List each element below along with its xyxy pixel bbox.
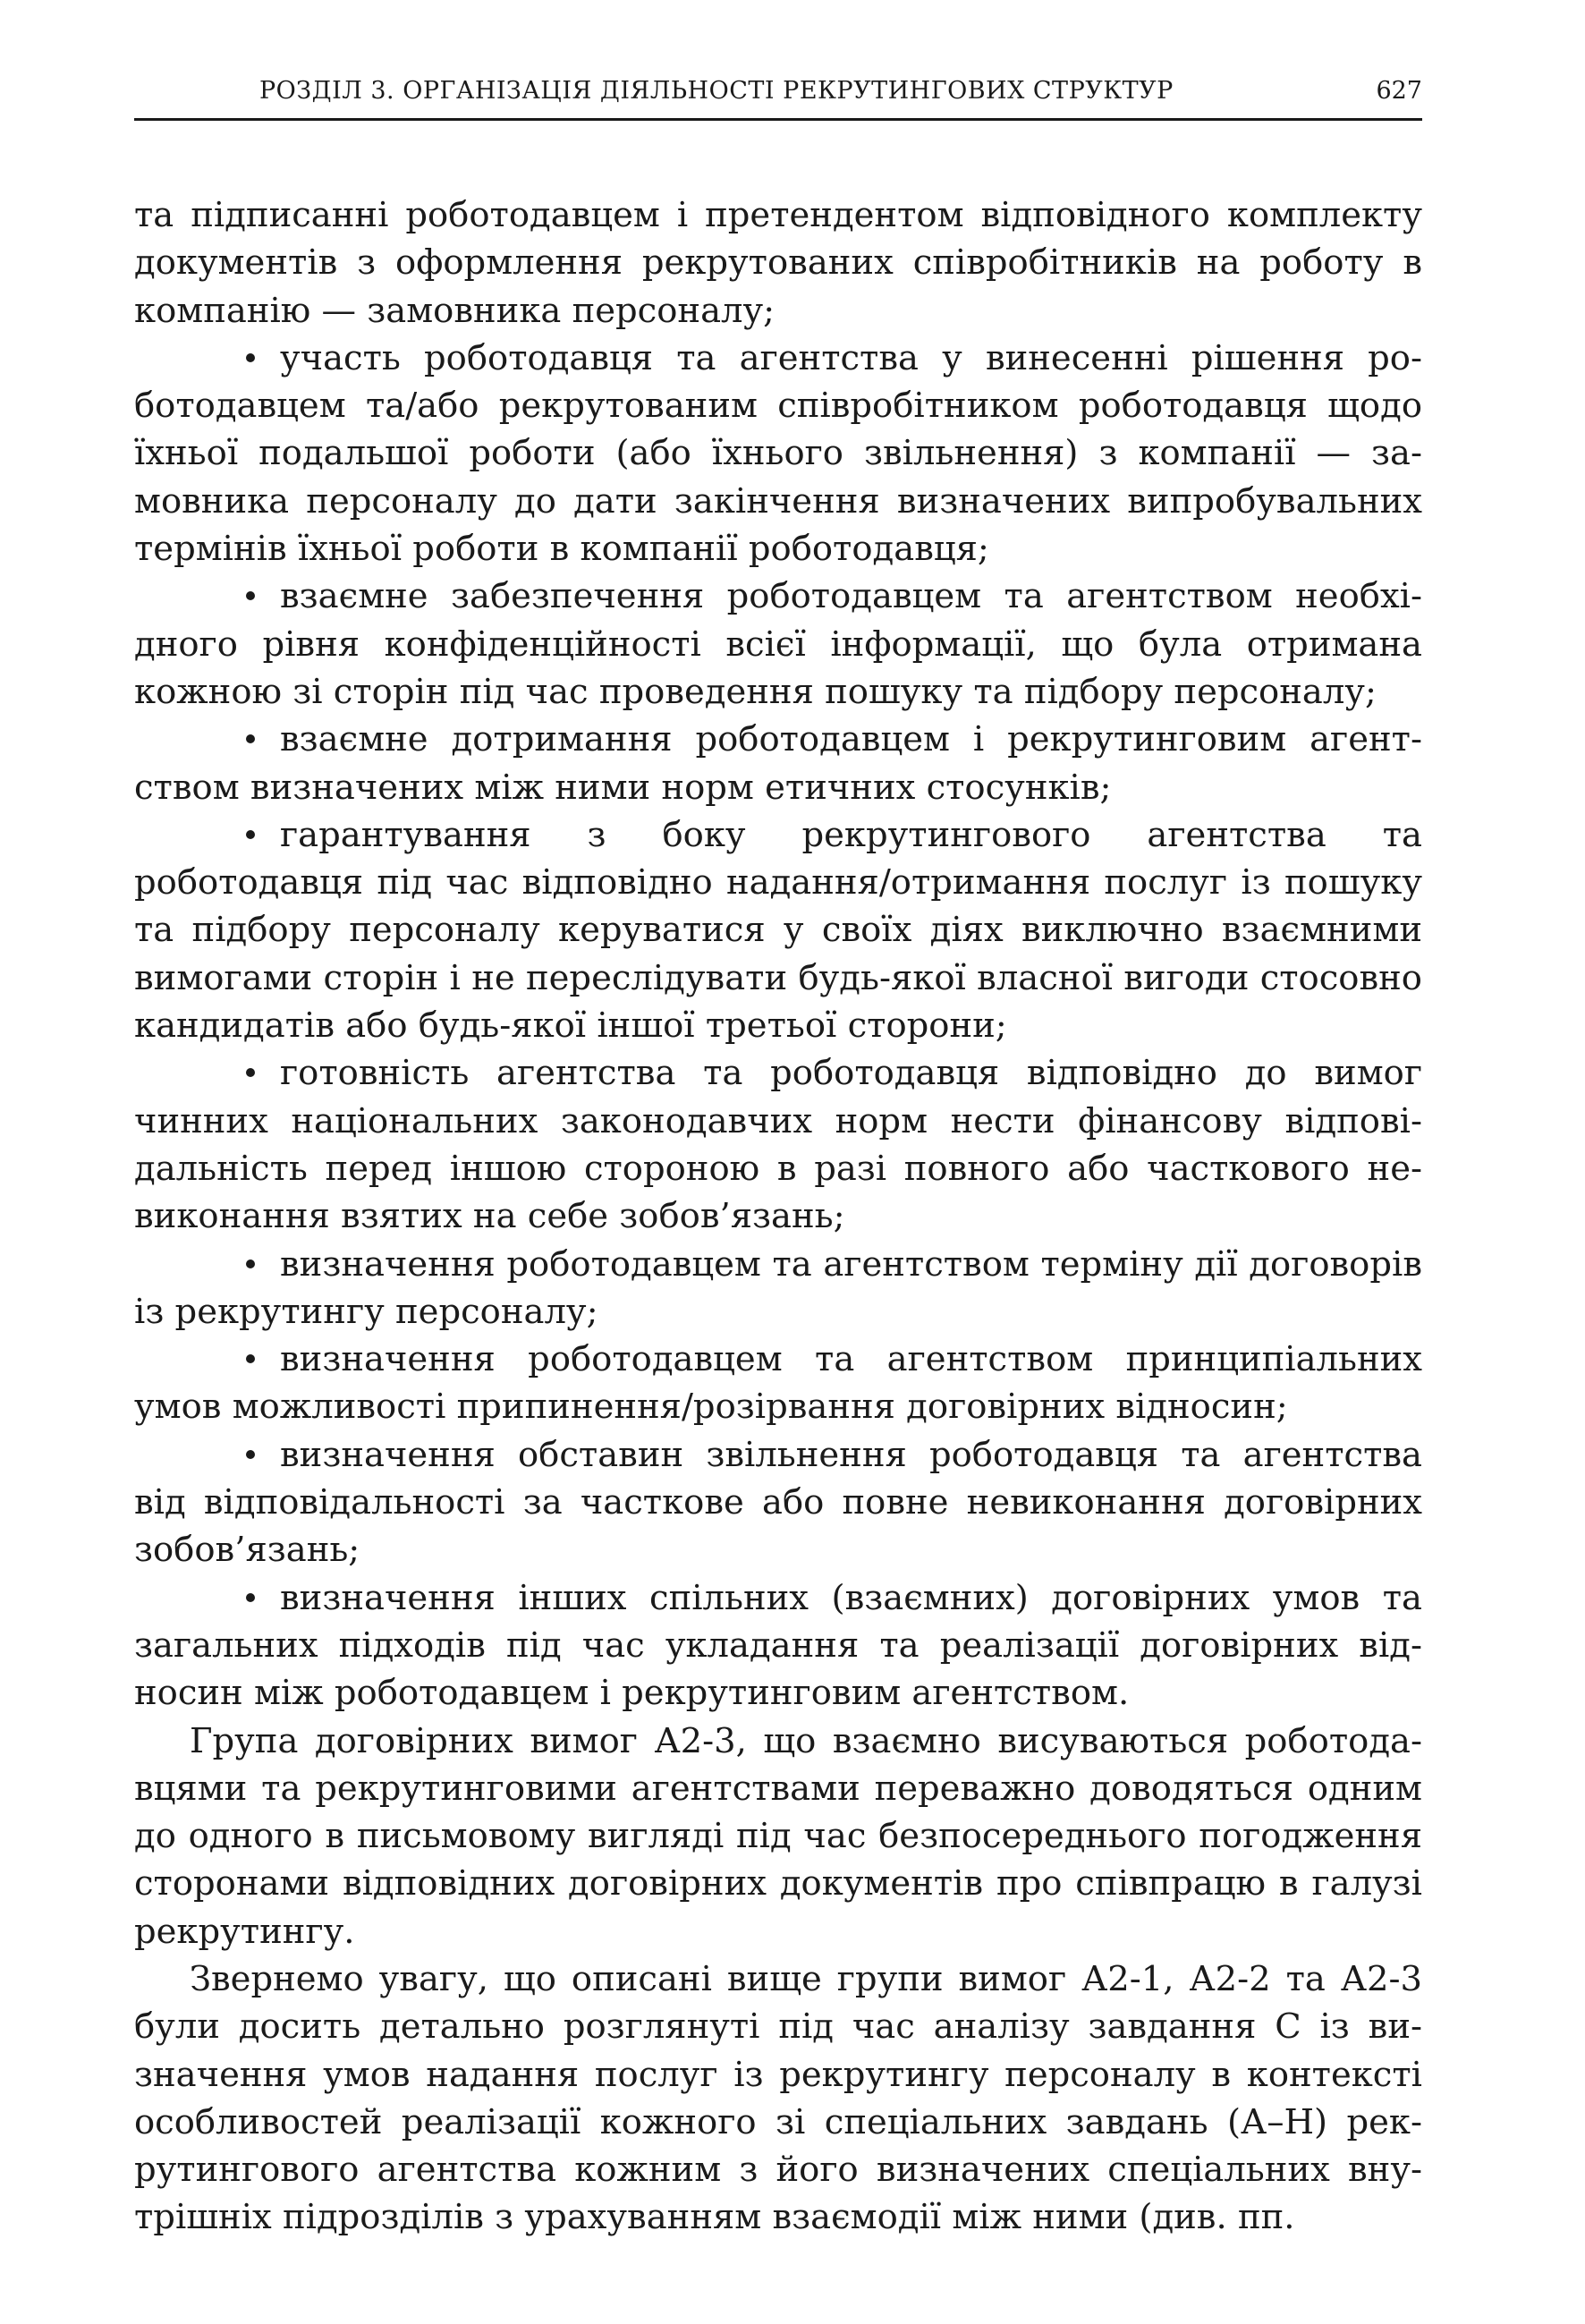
bullet-icon	[246, 1068, 255, 1077]
list-item-text: участь роботодавця та агентства у винесенні рішення роботодавцем та/або рекрутованим співробітником роботодавця щодо їхньої подальшої роботи (або їхнього звільнення) з компанії — замовника персоналу до дати закінчення визначених випробувальних термінів їхньої роботи в компанії роботодавця;	[134, 337, 1422, 570]
running-header	[134, 73, 1422, 121]
body-paragraph: Група договірних вимог А2-3, що взаємно висуваються роботодавцями та рекрутинговими агентствами переважно доводяться одним до одного в письмовому вигляді під час безпосереднього погодження сторонами відповідних договірних документів про співпрацю в галузі рекрутингу.	[134, 1720, 1422, 1952]
list-item-text: визначення інших спільних (взаємних) договірних умов та загальних підходів під час укладання та реалізації договірних відносин між роботодавцем і рекрутинговим агентством.	[134, 1577, 1422, 1714]
list-item	[134, 1241, 1422, 1336]
list-item-text: готовність агентства та роботодавця відповідно до вимог чинних національних законодавчих норм нести фінансову відповідальність перед іншою стороною в разі повного або часткового невиконання взятих на себе зобов’язань;	[134, 1053, 1422, 1237]
list-item-text: визначення обставин звільнення роботодавця та агентства від відповідальності за часткове або повне невиконання договірних зобов’язань;	[134, 1434, 1422, 1571]
list-item	[134, 1431, 1422, 1574]
bullet-icon	[246, 1450, 255, 1459]
list-item	[134, 811, 1422, 1049]
list-item-text: взаємне дотримання роботодавцем і рекрутинговим агентством визначених між ними норм етичних стосунків;	[134, 719, 1422, 808]
bullet-icon	[246, 1354, 255, 1363]
body-text	[134, 191, 1422, 2242]
list-item-text: взаємне забезпечення роботодавцем та агентством необхідного рівня конфіденційності всієї інформації, що була отримана кожною зі сторін під час проведення пошуку та підбору персоналу;	[134, 576, 1422, 712]
list-item	[134, 716, 1422, 811]
body-paragraph: Звернемо увагу, що описані вище групи вимог А2-1, А2-2 та А2-3 були досить детально розглянуті під час аналізу завдання С із визначення умов надання послуг із рекрутингу персоналу в контексті особливостей реалізації кожного зі спеціальних завдань (А–Н) рекрутингового агентства кожним з його визначених спеціальних внутрішніх підрозділів з урахуванням взаємодії між ними (див. пп.	[134, 1958, 1422, 2238]
list-item-text: визначення роботодавцем та агентством принципіальних умов можливості припинення/розірвання договірних відносин;	[134, 1339, 1422, 1428]
bullet-icon	[246, 1260, 255, 1268]
list-item	[134, 1336, 1422, 1431]
page-number: 627	[1376, 77, 1422, 105]
list-item	[134, 1049, 1422, 1240]
book-page	[134, 0, 1422, 2324]
continuation-paragraph: та підписанні роботодавцем і претендентом відповідного комплекту документів з оформлення рекрутованих співробітників на роботу в компанію — замовника персоналу;	[134, 195, 1422, 331]
bullet-icon	[246, 734, 255, 743]
bullet-icon	[246, 1593, 255, 1602]
bullet-icon	[246, 353, 255, 362]
list-item	[134, 335, 1422, 573]
bullet-icon	[246, 830, 255, 839]
list-item-text: гарантування з боку рекрутингового агентства та роботодавця під час відповідно надання/отримання послуг із пошуку та підбору персоналу керуватися у своїх діях виключно взаємними вимогами сторін і не переслідувати будь-якої власної вигоди стосовно кандидатів або будь-якої іншої третьої сторони;	[134, 814, 1422, 1047]
chapter-title: РОЗДІЛ 3. ОРГАНІЗАЦІЯ ДІЯЛЬНОСТІ РЕКРУТИНГОВИХ СТРУКТУР	[259, 77, 1174, 105]
bullet-icon	[246, 591, 255, 600]
list-item	[134, 573, 1422, 716]
list-item-text: визначення роботодавцем та агентством терміну дії договорів із рекрутингу персоналу;	[134, 1243, 1422, 1332]
list-item	[134, 1574, 1422, 1718]
